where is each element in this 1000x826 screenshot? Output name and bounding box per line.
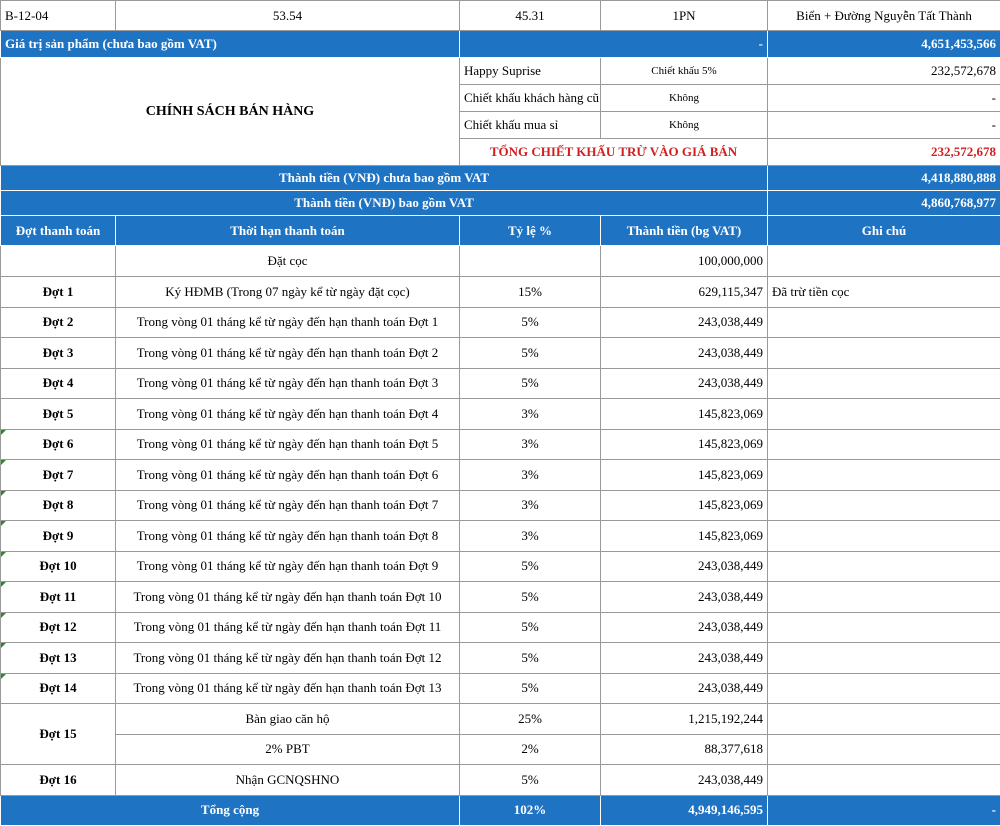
schedule-row — [1, 734, 1000, 765]
schedule-amount[interactable]: 243,038,449 — [601, 673, 768, 704]
policy-detail[interactable]: Chiết khấu 5% — [601, 58, 768, 85]
schedule-note[interactable] — [768, 704, 1000, 735]
schedule-term[interactable]: Trong vòng 01 tháng kể từ ngày đến hạn thanh toán Đợt 3 — [116, 368, 460, 399]
total-excl-vat-row — [1, 166, 1000, 191]
schedule-row — [1, 704, 1000, 735]
policy-detail[interactable]: Không — [601, 85, 768, 112]
policy-name[interactable]: Happy Suprise — [460, 58, 601, 85]
schedule-row — [1, 582, 1000, 613]
schedule-ratio[interactable]: 3% — [460, 429, 601, 460]
schedule-phase[interactable]: Đợt 6 — [1, 429, 116, 460]
schedule-phase[interactable]: Đợt 9 — [1, 521, 116, 552]
schedule-term[interactable]: Trong vòng 01 tháng kể từ ngày đến hạn thanh toán Đợt 7 — [116, 490, 460, 521]
header-ratio[interactable]: Tỷ lệ % — [460, 216, 601, 246]
header-note[interactable]: Ghi chú — [768, 216, 1000, 246]
total-incl-vat-value[interactable]: 4,860,768,977 — [768, 191, 1000, 216]
total-incl-vat-row — [1, 191, 1000, 216]
policy-detail[interactable]: Không — [601, 112, 768, 139]
schedule-term[interactable]: Trong vòng 01 tháng kể từ ngày đến hạn thanh toán Đợt 4 — [116, 399, 460, 430]
schedule-term[interactable]: Trong vòng 01 tháng kể từ ngày đến hạn thanh toán Đợt 1 — [116, 307, 460, 338]
schedule-ratio[interactable]: 5% — [460, 582, 601, 613]
sales-policy-title[interactable]: CHÍNH SÁCH BÁN HÀNG — [1, 58, 460, 166]
deposit-note-cell[interactable] — [768, 246, 1000, 277]
schedule-phase[interactable]: Đợt 5 — [1, 399, 116, 430]
unit-area-1[interactable]: 53.54 — [116, 1, 460, 31]
unit-code[interactable]: B-12-04 — [1, 1, 116, 31]
schedule-note[interactable] — [768, 582, 1000, 613]
header-phase[interactable]: Đợt thanh toán — [1, 216, 116, 246]
grand-total-row — [1, 795, 1000, 825]
schedule-row — [1, 673, 1000, 704]
schedule-ratio[interactable]: 3% — [460, 460, 601, 491]
schedule-note[interactable] — [768, 460, 1000, 491]
schedule-amount[interactable]: 243,038,449 — [601, 765, 768, 796]
schedule-term[interactable]: 2% PBT — [116, 734, 460, 765]
schedule-row — [1, 460, 1000, 491]
schedule-note[interactable] — [768, 338, 1000, 369]
grand-total-amount[interactable]: 4,949,146,595 — [601, 795, 768, 825]
schedule-note[interactable] — [768, 612, 1000, 643]
schedule-row — [1, 551, 1000, 582]
grand-total-label[interactable]: Tổng cộng — [1, 795, 460, 825]
schedule-row — [1, 643, 1000, 674]
schedule-ratio[interactable]: 3% — [460, 521, 601, 552]
policy-value[interactable]: 232,572,678 — [768, 58, 1000, 85]
schedule-ratio[interactable]: 5% — [460, 643, 601, 674]
schedule-ratio[interactable]: 5% — [460, 673, 601, 704]
unit-row — [1, 1, 1000, 31]
discount-total-label[interactable]: TỔNG CHIẾT KHẤU TRỪ VÀO GIÁ BÁN — [460, 139, 768, 166]
deposit-amount[interactable]: 100,000,000 — [601, 246, 768, 277]
schedule-term[interactable]: Trong vòng 01 tháng kể từ ngày đến hạn thanh toán Đợt 8 — [116, 521, 460, 552]
schedule-amount[interactable]: 145,823,069 — [601, 460, 768, 491]
schedule-row — [1, 765, 1000, 796]
policy-name[interactable]: Chiết khấu khách hàng cũ — [460, 85, 601, 112]
schedule-ratio[interactable]: 5% — [460, 338, 601, 369]
schedule-note[interactable]: Đã trừ tiền cọc — [768, 277, 1000, 308]
schedule-amount[interactable]: 88,377,618 — [601, 734, 768, 765]
schedule-term[interactable]: Trong vòng 01 tháng kể từ ngày đến hạn thanh toán Đợt 9 — [116, 551, 460, 582]
schedule-ratio[interactable]: 5% — [460, 307, 601, 338]
schedule-row — [1, 490, 1000, 521]
unit-type[interactable]: 1PN — [601, 1, 768, 31]
schedule-term[interactable]: Trong vòng 01 tháng kể từ ngày đến hạn thanh toán Đợt 13 — [116, 673, 460, 704]
schedule-phase[interactable]: Đợt 3 — [1, 338, 116, 369]
schedule-term[interactable]: Trong vòng 01 tháng kể từ ngày đến hạn thanh toán Đợt 10 — [116, 582, 460, 613]
policy-row — [1, 58, 1000, 85]
schedule-ratio[interactable]: 2% — [460, 734, 601, 765]
schedule-row — [1, 429, 1000, 460]
schedule-phase[interactable]: Đợt 8 — [1, 490, 116, 521]
schedule-phase[interactable]: Đợt 12 — [1, 612, 116, 643]
schedule-note[interactable] — [768, 734, 1000, 765]
schedule-note[interactable] — [768, 429, 1000, 460]
discount-total-value[interactable]: 232,572,678 — [768, 139, 1000, 166]
schedule-phase[interactable]: Đợt 13 — [1, 643, 116, 674]
schedule-amount[interactable]: 243,038,449 — [601, 612, 768, 643]
schedule-ratio[interactable]: 25% — [460, 704, 601, 735]
schedule-header-row — [1, 216, 1000, 246]
schedule-term[interactable]: Trong vòng 01 tháng kể từ ngày đến hạn thanh toán Đợt 5 — [116, 429, 460, 460]
schedule-amount[interactable]: 243,038,449 — [601, 643, 768, 674]
schedule-amount[interactable]: 243,038,449 — [601, 307, 768, 338]
schedule-phase[interactable]: Đợt 1 — [1, 277, 116, 308]
total-incl-vat-label[interactable]: Thành tiền (VNĐ) bao gồm VAT — [1, 191, 768, 216]
grand-total-ratio[interactable]: 102% — [460, 795, 601, 825]
schedule-term[interactable]: Bàn giao căn hộ — [116, 704, 460, 735]
schedule-phase[interactable]: Đợt 11 — [1, 582, 116, 613]
schedule-phase[interactable]: Đợt 14 — [1, 673, 116, 704]
schedule-note[interactable] — [768, 765, 1000, 796]
schedule-row — [1, 277, 1000, 308]
schedule-term[interactable]: Trong vòng 01 tháng kể từ ngày đến hạn thanh toán Đợt 2 — [116, 338, 460, 369]
schedule-amount[interactable]: 243,038,449 — [601, 368, 768, 399]
schedule-amount[interactable]: 145,823,069 — [601, 521, 768, 552]
schedule-amount[interactable]: 145,823,069 — [601, 490, 768, 521]
product-value-amount[interactable]: 4,651,453,566 — [768, 31, 1000, 58]
schedule-note[interactable] — [768, 490, 1000, 521]
schedule-amount[interactable]: 145,823,069 — [601, 399, 768, 430]
schedule-row — [1, 521, 1000, 552]
unit-area-2[interactable]: 45.31 — [460, 1, 601, 31]
policy-value[interactable]: - — [768, 112, 1000, 139]
unit-view[interactable]: Biển + Đường Nguyễn Tất Thành — [768, 1, 1000, 31]
schedule-row — [1, 399, 1000, 430]
schedule-row — [1, 368, 1000, 399]
product-value-row — [1, 31, 1000, 58]
schedule-phase[interactable]: Đợt 16 — [1, 765, 116, 796]
schedule-term[interactable]: Trong vòng 01 tháng kể từ ngày đến hạn thanh toán Đợt 12 — [116, 643, 460, 674]
deposit-phase-cell[interactable] — [1, 246, 116, 277]
policy-value[interactable]: - — [768, 85, 1000, 112]
product-value-mid[interactable]: - — [460, 31, 768, 58]
product-value-label[interactable]: Giá trị sản phẩm (chưa bao gồm VAT) — [1, 31, 460, 58]
total-excl-vat-label[interactable]: Thành tiền (VNĐ) chưa bao gồm VAT — [1, 166, 768, 191]
schedule-amount[interactable]: 243,038,449 — [601, 338, 768, 369]
header-term[interactable]: Thời hạn thanh toán — [116, 216, 460, 246]
schedule-note[interactable] — [768, 307, 1000, 338]
schedule-ratio[interactable]: 15% — [460, 277, 601, 308]
schedule-amount[interactable]: 145,823,069 — [601, 429, 768, 460]
deposit-term[interactable]: Đặt cọc — [116, 246, 460, 277]
policy-name[interactable]: Chiết khấu mua sỉ — [460, 112, 601, 139]
schedule-amount[interactable]: 243,038,449 — [601, 551, 768, 582]
schedule-note[interactable] — [768, 673, 1000, 704]
schedule-term[interactable]: Nhận GCNQSHNO — [116, 765, 460, 796]
schedule-phase[interactable]: Đợt 10 — [1, 551, 116, 582]
schedule-row — [1, 612, 1000, 643]
header-amount[interactable]: Thành tiền (bg VAT) — [601, 216, 768, 246]
schedule-note[interactable] — [768, 521, 1000, 552]
grand-total-note[interactable]: - — [768, 795, 1000, 825]
schedule-phase[interactable]: Đợt 7 — [1, 460, 116, 491]
schedule-ratio[interactable]: 5% — [460, 368, 601, 399]
schedule-ratio[interactable]: 5% — [460, 612, 601, 643]
schedule-note[interactable] — [768, 399, 1000, 430]
total-excl-vat-value[interactable]: 4,418,880,888 — [768, 166, 1000, 191]
schedule-ratio[interactable]: 5% — [460, 551, 601, 582]
schedule-note[interactable] — [768, 368, 1000, 399]
schedule-amount[interactable]: 629,115,347 — [601, 277, 768, 308]
schedule-ratio[interactable]: 3% — [460, 399, 601, 430]
schedule-term[interactable]: Trong vòng 01 tháng kể từ ngày đến hạn thanh toán Đợt 11 — [116, 612, 460, 643]
schedule-ratio[interactable]: 3% — [460, 490, 601, 521]
deposit-row — [1, 246, 1000, 277]
schedule-note[interactable] — [768, 551, 1000, 582]
schedule-phase[interactable]: Đợt 4 — [1, 368, 116, 399]
schedule-term[interactable]: Trong vòng 01 tháng kể từ ngày đến hạn thanh toán Đợt 6 — [116, 460, 460, 491]
schedule-term[interactable]: Ký HĐMB (Trong 07 ngày kể từ ngày đặt cọc) — [116, 277, 460, 308]
deposit-ratio-cell[interactable] — [460, 246, 601, 277]
schedule-phase[interactable]: Đợt 15 — [1, 704, 116, 765]
schedule-amount[interactable]: 1,215,192,244 — [601, 704, 768, 735]
schedule-row — [1, 338, 1000, 369]
schedule-note[interactable] — [768, 643, 1000, 674]
schedule-ratio[interactable]: 5% — [460, 765, 601, 796]
schedule-amount[interactable]: 243,038,449 — [601, 582, 768, 613]
schedule-phase[interactable]: Đợt 2 — [1, 307, 116, 338]
schedule-row — [1, 307, 1000, 338]
